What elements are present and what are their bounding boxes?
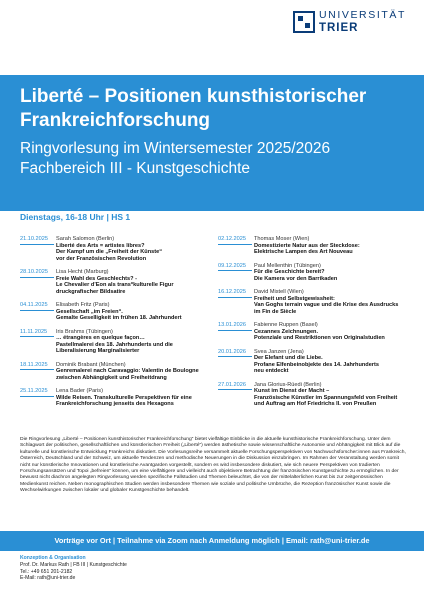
lecture-date: 04.11.2025 — [20, 302, 54, 311]
lecture-title-line: Gesellschaft „im Freien“. — [56, 308, 123, 315]
lecture-title-line: zwischen Abhängigkeit und Freiheitdrang — [56, 374, 167, 381]
lecture-column-left — [20, 236, 215, 408]
lecture-body — [56, 302, 215, 322]
lecture-item — [218, 349, 418, 375]
lecture-body — [254, 322, 418, 342]
lecture-title-line: Kunst im Dienst der Macht – — [254, 388, 330, 394]
lecture-date: 02.12.2025 — [218, 236, 252, 245]
schedule-heading: Dienstags, 16-18 Uhr | HS 1 — [20, 212, 131, 222]
lecture-date: 28.10.2025 — [20, 269, 54, 278]
lecture-body — [56, 269, 215, 295]
subtitle-department: Fachbereich III - Kunstgeschichte — [20, 160, 251, 177]
lecture-date: 11.11.2025 — [20, 329, 54, 338]
lecture-body — [56, 236, 215, 262]
lecture-title-line: Liberté des Arts = artistes libres? — [56, 242, 145, 249]
lecture-item — [20, 236, 215, 262]
lecture-speaker: Elisabeth Fritz (Paris) — [56, 302, 110, 308]
lecture-item — [20, 302, 215, 322]
university-logo — [293, 10, 406, 34]
lecture-body — [254, 236, 418, 256]
lecture-speaker: Lena Bader (Paris) — [56, 388, 103, 394]
lecture-speaker: Lisa Hecht (Marburg) — [56, 269, 109, 275]
lecture-title-line: Van Goghs terrain vague und die Krise des Ausdrucks — [254, 302, 399, 308]
lecture-title-line: druckgrafischer Bildsatire — [56, 288, 126, 295]
lecture-body — [254, 289, 418, 315]
lecture-body — [254, 349, 418, 375]
info-banner: Vorträge vor Ort | Teilnahme via Zoom nach Anmeldung möglich | Email: rath@uni-trier.de — [0, 531, 424, 551]
page-subtitle — [20, 139, 410, 179]
lecture-title-line: Freiheit und Selbstgewissheit: — [254, 295, 335, 302]
lecture-date: 16.12.2025 — [218, 289, 252, 298]
lecture-item — [218, 236, 418, 256]
lecture-title-line: vor der Französischen Revolution — [56, 255, 147, 262]
lecture-date: 13.01.2026 — [218, 322, 252, 331]
logo-text — [319, 10, 406, 34]
lecture-speaker: Sarah Salomon (Berlin) — [56, 236, 115, 242]
lecture-title-line: Freie Wahl des Geschlechts? - — [56, 275, 137, 282]
lecture-title-line: Frankreichforschung jenseits des Hexagons — [56, 401, 174, 407]
lecture-title-line: Potenziale und Restriktionen von Originalstudien — [254, 335, 385, 341]
lecture-body — [254, 263, 418, 283]
lecture-speaker: Jana Glorius-Rüedi (Berlin) — [254, 381, 322, 388]
title-banner — [0, 75, 424, 211]
lecture-speaker: Paul Mellenthin (Tübingen) — [254, 262, 321, 269]
lecture-title-line: … étrangères en quelque façon… — [56, 335, 145, 341]
lecture-body — [254, 382, 418, 408]
lecture-title-line: neu entdeckt — [254, 368, 289, 374]
lecture-title-line: Der Elefant und die Liebe. — [254, 355, 323, 361]
lecture-speaker: David Mistell (Wien) — [254, 289, 304, 295]
lecture-item — [20, 388, 215, 408]
lecture-body — [56, 362, 215, 382]
lecture-title-line: Domestizierte Natur aus der Steckdose: — [254, 242, 360, 249]
lecture-title-line: Die Kamera vor den Barrikaden — [254, 275, 338, 282]
lecture-title-line: Für die Geschichte bereit? — [254, 269, 325, 275]
lecture-date: 27.01.2026 — [218, 382, 252, 391]
lecture-body — [56, 388, 215, 408]
contact-block — [20, 555, 240, 582]
lecture-date: 09.12.2025 — [218, 263, 252, 272]
lecture-body — [56, 329, 215, 355]
lecture-speaker: Dominik Brabant (München) — [56, 361, 126, 368]
lecture-column-right — [218, 236, 418, 408]
lecture-title-line: Pastellmalerei des 18. Jahrhunderts und die — [56, 341, 173, 348]
logo-line-university: UNIVERSITÄT — [318, 9, 406, 21]
lecture-date: 18.11.2025 — [20, 362, 54, 371]
lecture-date: 25.11.2025 — [20, 388, 54, 397]
lecture-title-line: Elektrische Lampen des Art Nouveau — [254, 249, 353, 255]
contact-heading: Konzeption & Organisation — [20, 555, 86, 561]
lecture-title-line: im Fin de Siècle — [254, 308, 297, 315]
lecture-item — [218, 382, 418, 408]
contact-email[interactable]: E-Mail: rath@uni-trier.de — [20, 575, 76, 582]
subtitle-series: Ringvorlesung im Wintersemester 2025/2026 — [20, 140, 331, 157]
lecture-title-line: Französische Künstler im Spannungsfeld von Freiheit — [254, 394, 398, 401]
logo-line-trier: TRIER — [318, 21, 359, 34]
lecture-item — [218, 289, 418, 315]
lecture-item — [20, 362, 215, 382]
lecture-date: 20.01.2026 — [218, 349, 252, 358]
lecture-title-line: Liberalisierung Marginalisierter — [56, 348, 140, 354]
lecture-item — [218, 322, 418, 342]
lecture-title-line: Profane Elfenbeinobjekte des 14. Jahrhunderts — [254, 361, 379, 368]
page-title: Liberté – Positionen kunsthistorischer Frankreichforschung — [20, 86, 367, 131]
lecture-speaker: Iris Brahms (Tübingen) — [56, 328, 113, 335]
lecture-speaker: Svea Janzen (Jena) — [254, 348, 304, 355]
lecture-title-line: Cezannes Zeichnungen. — [254, 328, 319, 335]
lecture-item — [20, 269, 215, 295]
lecture-speaker: Fabienne Ruppen (Basel) — [254, 322, 318, 328]
university-trier-logo-icon — [293, 11, 315, 33]
contact-phone: Tel.: +49 651 201-2182 — [20, 568, 73, 575]
lecture-item — [218, 263, 418, 283]
lecture-date: 21.10.2025 — [20, 236, 54, 245]
lecture-title-line: Genremalerei nach Caravaggio: Valentin de Boulogne — [56, 368, 199, 374]
contact-name: Prof. Dr. Markus Rath | FB III | Kunstgeschichte — [20, 561, 127, 568]
lecture-title-line: Wilde Reisen. Transkulturelle Perspektiven für eine — [56, 394, 192, 401]
lecture-title-line: Gemalte Geselligkeit im frühen 18. Jahrhundert — [56, 315, 182, 321]
lecture-speaker: Thomas Moser (Wien) — [254, 236, 310, 242]
lecture-title-line: Le Chevalier d’Eon als trans*kulturelle Figur — [56, 282, 174, 288]
lecture-item — [20, 329, 215, 355]
description-text: Die Ringvorlesung „Liberté – Positionen kunsthistorischer Frankreichforschung“ bietet vielfältige Einblicke in die aktuelle kunsthistorische Frankreichforschung. Unter dem Schlagwort der politischen, gesellschaftlichen und künstlerischen Freiheit („Liberté“) werden ästhetische sowie wissenschaftliche Autonomie und Abhängigkeit mit Blick auf die kulturelle und künstlerische Entwicklung Frankreichs diskutiert. Die Vorlesungsreihe versammelt aktuelle Forschungsperspektiven von Nachwuchsforscher:innen aus Frankreich, Österreich, Deutschland und der Schweiz, um aktuelle Tendenzen und methodische Neuerungen in die Diskussion einzubringen. Im Rahmen der Veranstaltung werden somit nicht nur künstlerische Innovationen und künstlerische Avantgarden vorgestellt, sondern es wird insbesondere diskutiert, wie sich neuere Perspektiven von tradierten Forschungsansätzen und Topoi „befreien“ können, um eine vielfältigere und vielleicht auch objektivere Betrachtung der französischen Kunstgeschichte zu ermöglichen. In der bewusst nicht diachron angelegten Ringvorlesung werden spezifische Fallstudien und Themen beleuchtet, die von der mittelalterlichen Kunst bis zur zeitgenössischen Medienkunst reichen. Neben monographischen Studien werden insbesondere Themen wie soziale und politische Umbrüche, die Rezeption französischer Kunst sowie die Wechselwirkungen zwischen lokaler und globaler Kunstgeschichte behandelt. — [20, 437, 406, 494]
lecture-title-line: Der Kampf um die „Freiheit der Künste“ — [56, 249, 162, 255]
lecture-title-line: und Auftrag am Hof Friedrichs II. von Preußen — [254, 401, 377, 407]
